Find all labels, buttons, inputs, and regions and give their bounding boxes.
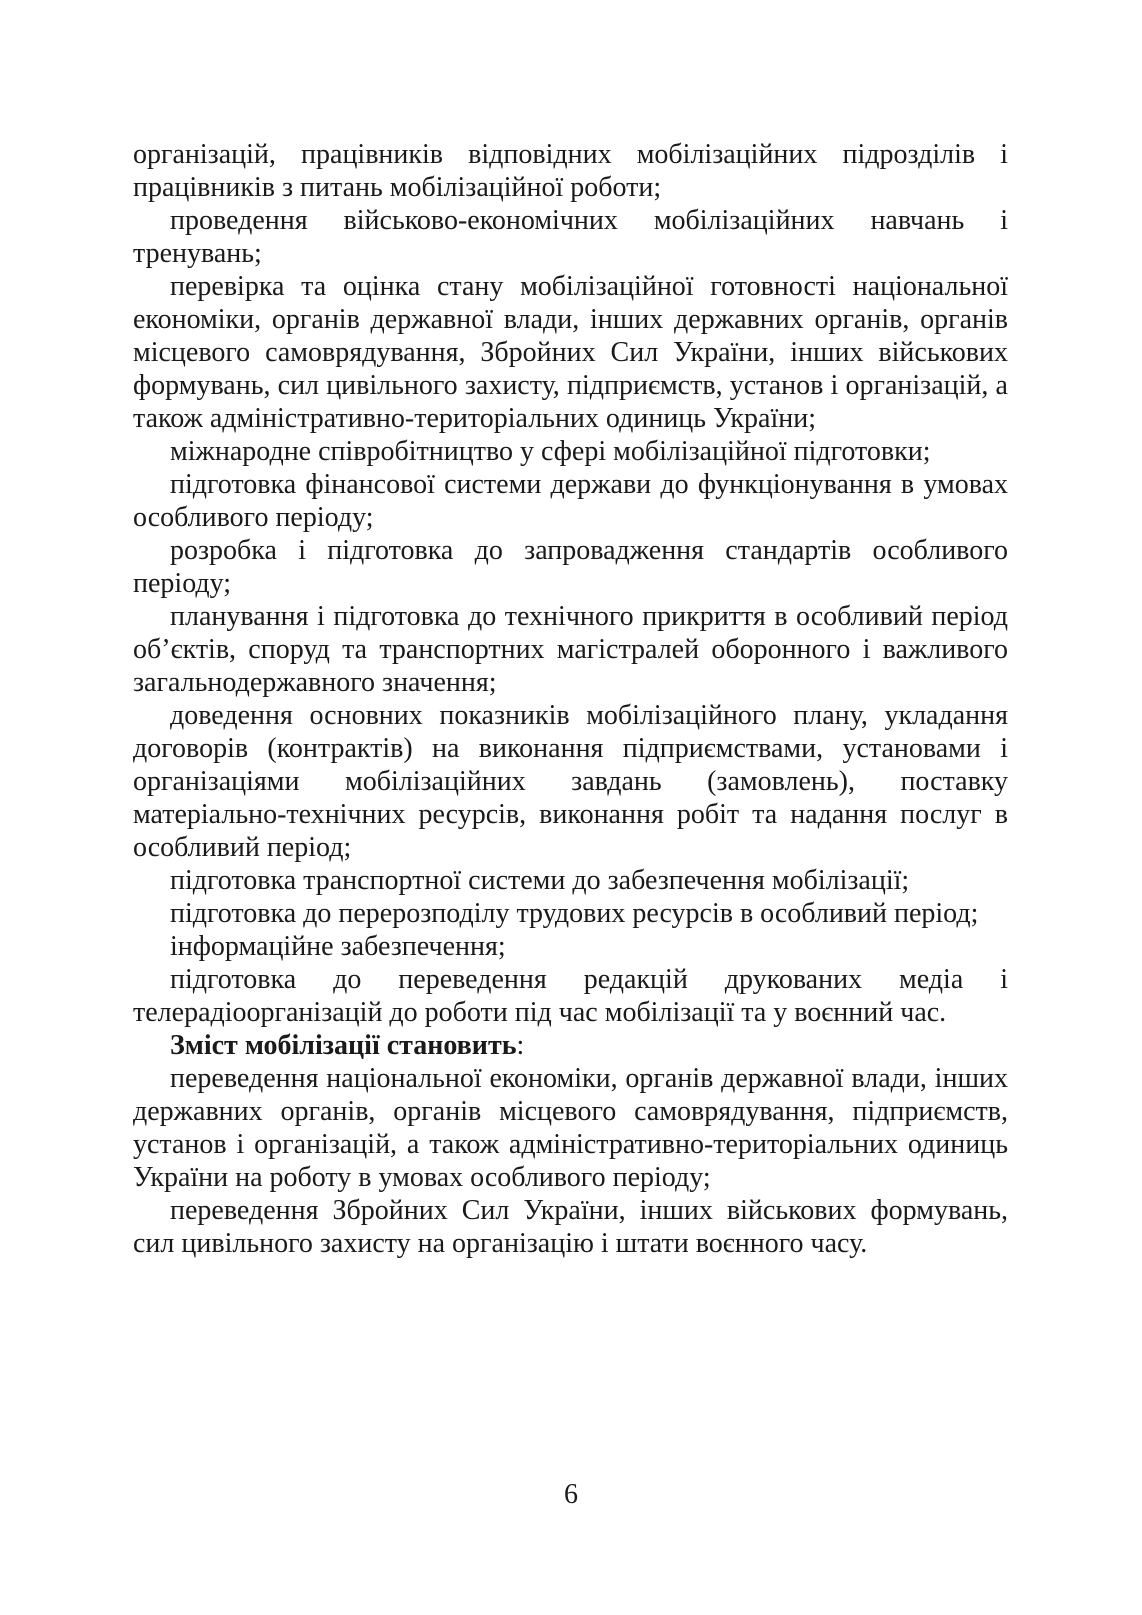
- section-heading-colon: :: [516, 1030, 525, 1061]
- paragraph: інформаційне забезпечення;: [170, 931, 506, 962]
- paragraph: перевірка та оцінка стану мобілізаційної готовності національної економіки, органів державної влади, інших державних органів, органів місцевого самоврядування, Збройних Сил України, інших військових формувань, сил цивільного захисту, підприємств, установ і організацій, а також адміністративно-територіальних одиниць України;: [133, 271, 1008, 434]
- section-heading: [133, 1029, 1008, 1062]
- paragraph: підготовка до перерозподілу трудових ресурсів в особливий період;: [170, 898, 979, 929]
- paragraph: переведення Збройних Сил України, інших військових формувань, сил цивільного захисту на організацію і штати воєнного часу.: [133, 1195, 1008, 1259]
- paragraph: міжнародне співробітництво у сфері мобілізаційної підготовки;: [170, 436, 931, 467]
- paragraph: доведення основних показників мобілізаційного плану, укладання договорів (контрактів) на виконання підприємствами, установами і організаціями мобілізаційних завдань (замовлень), поставку матеріально-технічних ресурсів, виконання робіт та надання послуг в особливий період;: [133, 700, 1008, 863]
- paragraph: підготовка фінансової системи держави до функціонування в умовах особливого періоду;: [133, 469, 1008, 533]
- paragraph: розробка і підготовка до запровадження стандартів особливого періоду;: [133, 535, 1008, 599]
- paragraph: планування і підготовка до технічного прикриття в особливий період об’єктів, споруд та транспортних магістралей оборонного і важливого загальнодержавного значення;: [133, 601, 1008, 698]
- paragraph: організацій, працівників відповідних мобілізаційних підрозділів і працівників з питань мобілізаційної роботи;: [133, 139, 1008, 203]
- page-number: 6: [564, 1479, 578, 1510]
- paragraph: проведення військово-економічних мобілізаційних навчань і тренувань;: [133, 205, 1008, 269]
- section-heading-text: Зміст мобілізації становить: [170, 1030, 517, 1061]
- paragraph: підготовка до переведення редакцій друкованих медіа і телерадіоорганізацій до роботи під час мобілізації та у воєнний час.: [133, 964, 1008, 1028]
- paragraph: підготовка транспортної системи до забезпечення мобілізації;: [170, 865, 910, 896]
- paragraph: переведення національної економіки, органів державної влади, інших державних органів, органів місцевого самоврядування, підприємств, установ і організацій, а також адміністративно-територіальних одиниць України на роботу в умовах особливого періоду;: [133, 1063, 1008, 1193]
- body-text: [133, 138, 1008, 1260]
